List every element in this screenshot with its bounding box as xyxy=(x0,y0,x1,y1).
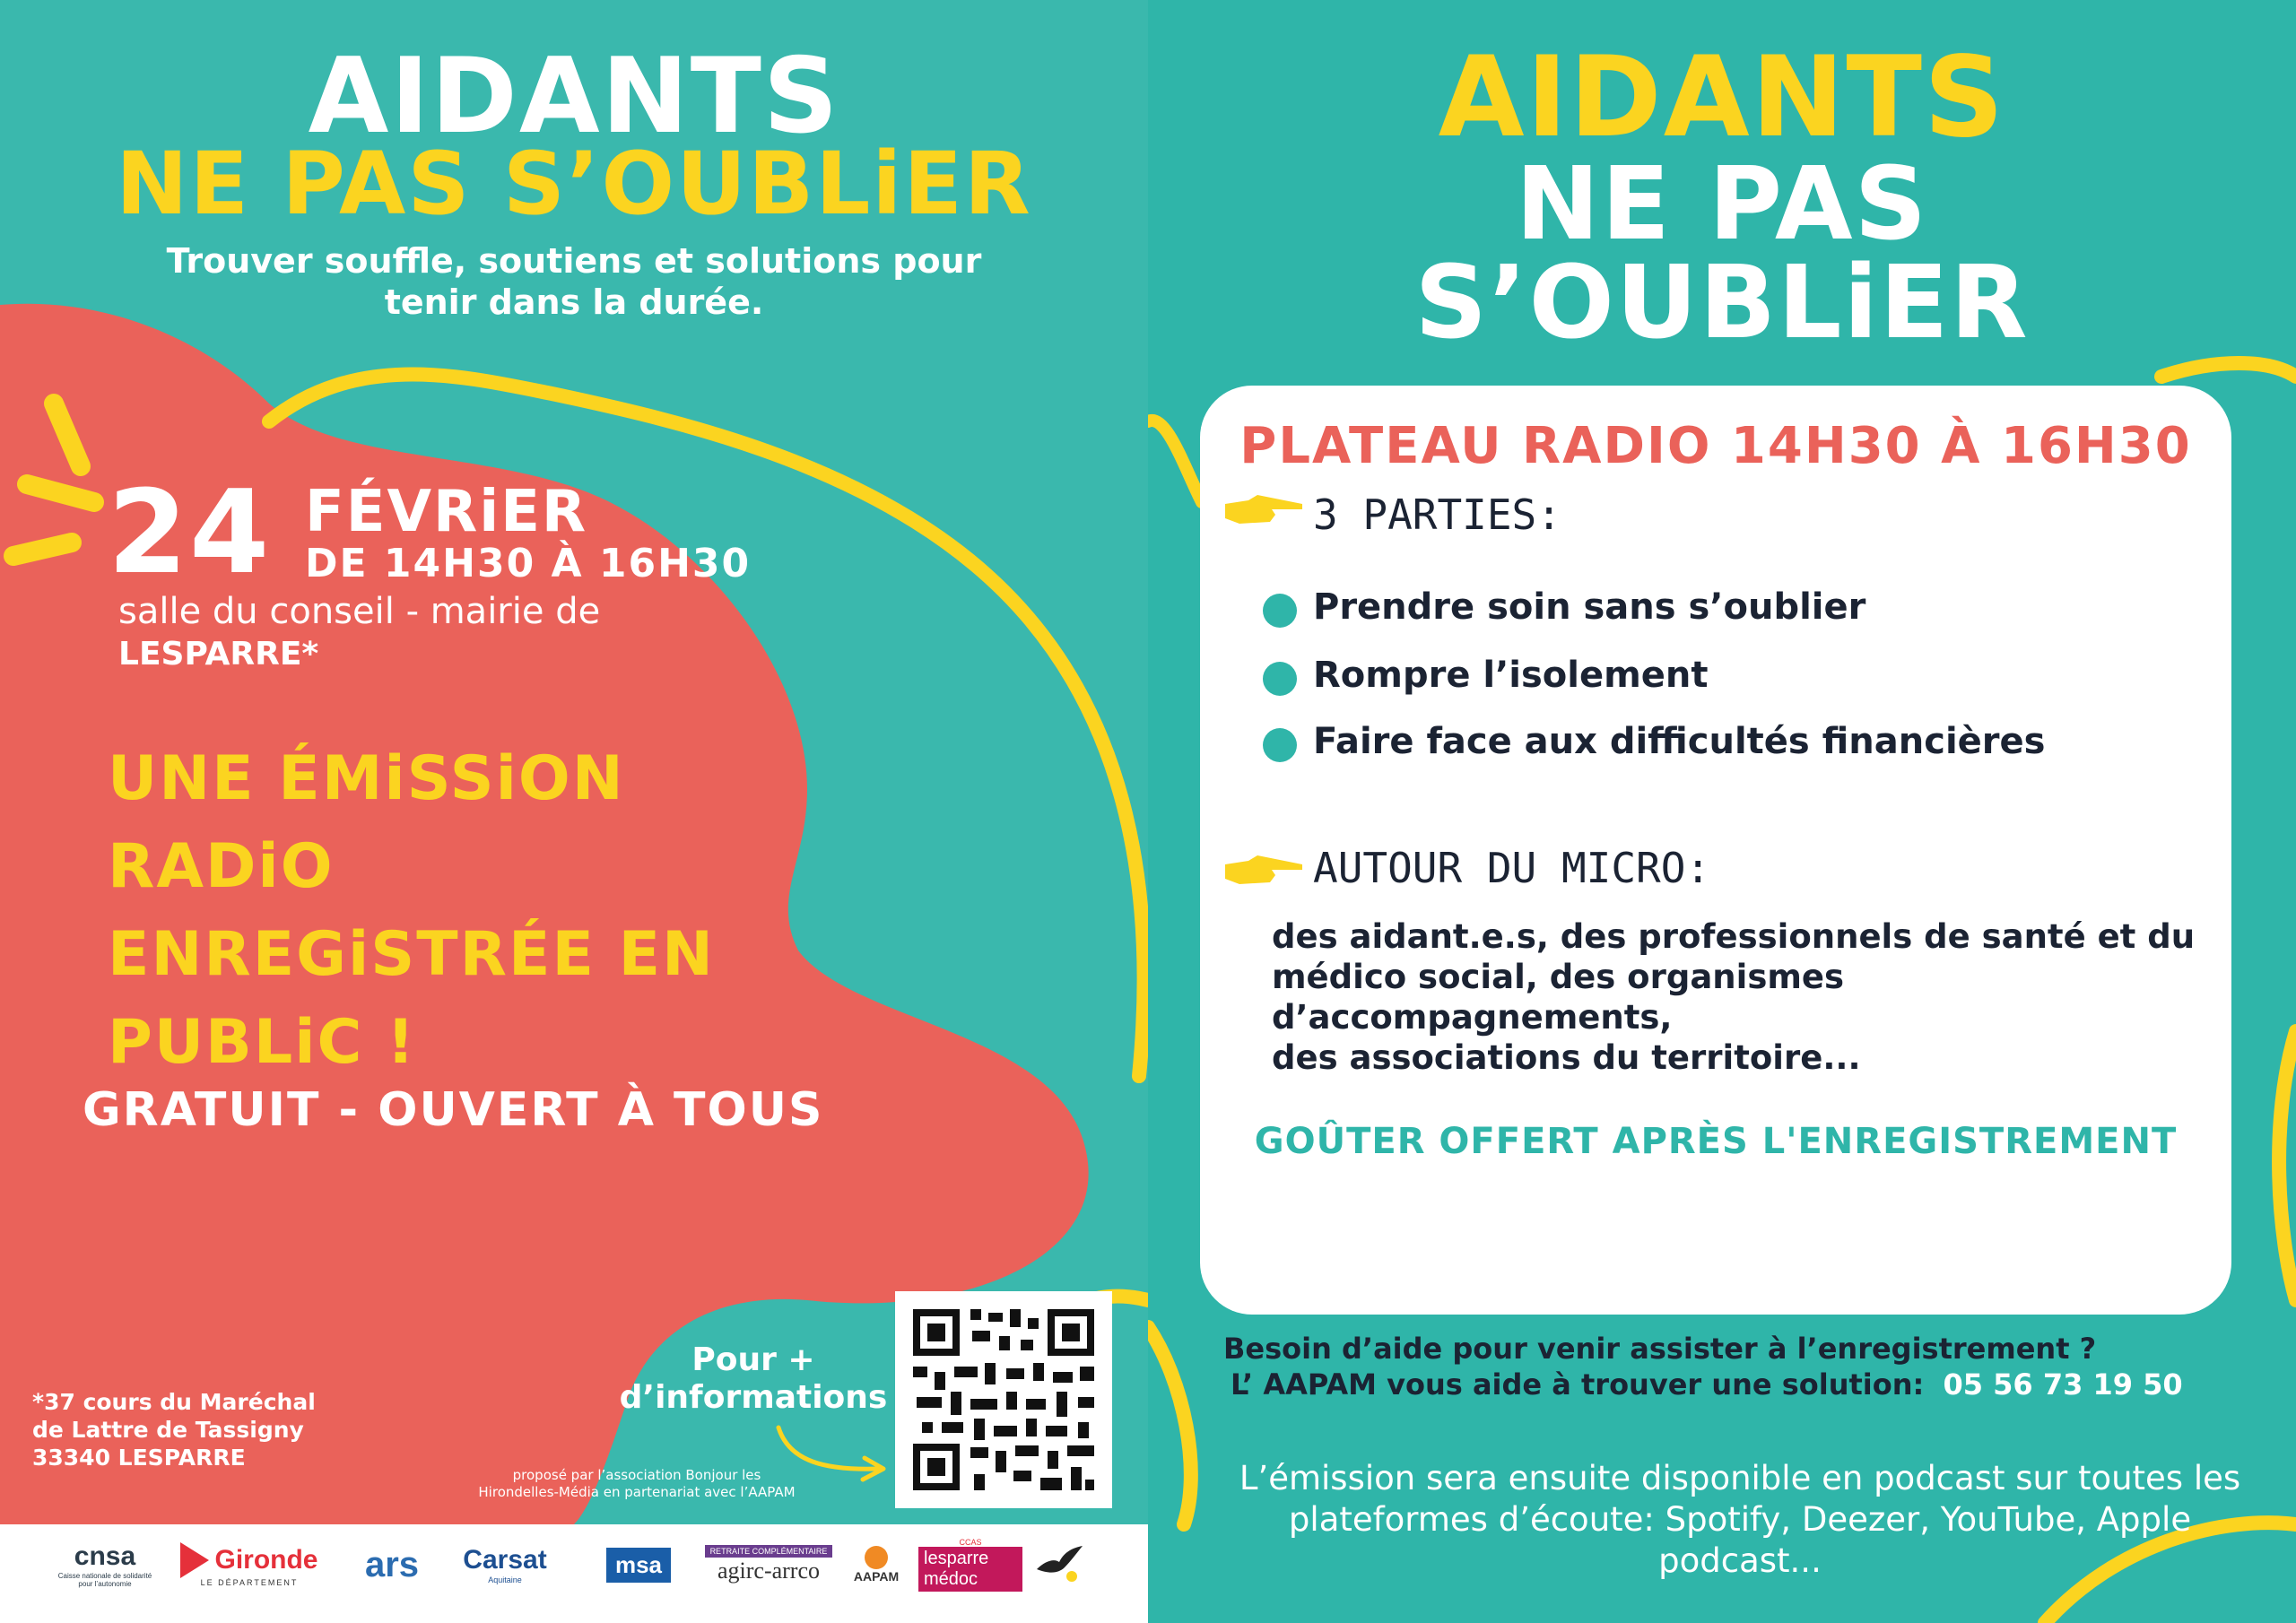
msa-logo xyxy=(596,1524,682,1605)
yellow-curve-bottom-left xyxy=(1148,1327,1191,1524)
bullet-dot-icon xyxy=(1263,594,1297,628)
date-day: 24 xyxy=(108,466,272,600)
ars-logo-text: ars xyxy=(364,1544,420,1584)
yellow-curve-top-right xyxy=(2161,363,2296,377)
micro-description xyxy=(1272,916,2231,1078)
micro-heading: AUTOUR DU MICRO: xyxy=(1313,844,1711,892)
ccas-lesparre-logo xyxy=(918,1524,1022,1605)
bullet-dot-icon xyxy=(1263,728,1297,762)
bullet-dot-icon xyxy=(1263,662,1297,696)
gironde-logo-text: Gironde xyxy=(214,1545,318,1575)
info-label xyxy=(619,1341,888,1417)
podcast-line: plateformes d’écoute: Spotify, Deezer, YouTube, Apple xyxy=(1288,1500,2192,1539)
qr-code-icon xyxy=(895,1291,1112,1508)
emission-line: PUBLiC ! xyxy=(108,1007,417,1078)
arrow-to-qr-icon xyxy=(778,1428,879,1469)
address-line: 33340 LESPARRE xyxy=(32,1445,246,1471)
phone-number[interactable]: 05 56 73 19 50 xyxy=(1943,1367,2183,1402)
podcast-line: L’émission sera ensuite disponible en podcast sur toutes les xyxy=(1239,1459,2241,1497)
left-title-line1: AIDANTS xyxy=(308,36,840,157)
ccas-logo-text: lesparre médoc xyxy=(918,1547,1022,1592)
address-line: de Lattre de Tassigny xyxy=(32,1417,304,1443)
agirc-arrco-logo-text: agirc-arrco xyxy=(717,1558,821,1584)
emission-line: RADiO xyxy=(108,831,335,902)
micro-line: médico social, des organismes d’accompagnements, xyxy=(1272,958,1845,1037)
info-line2: d’informations xyxy=(619,1379,888,1416)
gironde-logo xyxy=(169,1524,330,1605)
program-card xyxy=(1200,386,2231,1315)
propose-line2: Hirondelles-Média en partenariat avec l’AAPAM xyxy=(478,1484,796,1500)
propose-line1: proposé par l’association Bonjour les xyxy=(512,1467,761,1483)
agirc-arrco-logo-sub: RETRAITE COMPLÉMENTAIRE xyxy=(705,1545,833,1558)
carsat-logo-text: Carsat xyxy=(463,1545,547,1575)
agirc-arrco-logo xyxy=(698,1524,839,1605)
ars-logo xyxy=(352,1524,432,1605)
left-subtitle-line2: tenir dans la durée. xyxy=(384,282,764,322)
emission-line: UNE ÉMiSSiON xyxy=(108,743,625,814)
swallow-bird-icon xyxy=(1032,1542,1086,1587)
cnsa-logo-sub: Caisse nationale de solidarité pour l’autonomie xyxy=(57,1572,152,1588)
partie-item: Prendre soin sans s’oublier xyxy=(1313,586,1866,628)
right-title-line1: AIDANTS xyxy=(1438,33,2006,162)
gouter-label: GOÛTER OFFERT APRÈS L'ENREGISTREMENT xyxy=(1254,1121,2178,1162)
info-line1: Pour + xyxy=(691,1341,815,1378)
date-month: FÉVRiER xyxy=(305,479,588,545)
emission-line: ENREGiSTRÉE EN xyxy=(108,919,715,990)
partie-item: Rompre l’isolement xyxy=(1313,655,1709,696)
partie-item: Faire face aux difficultés financières xyxy=(1313,721,2046,762)
propose-text xyxy=(386,1467,888,1501)
besoin-block xyxy=(1223,1331,2255,1402)
micro-line: des aidant.e.s, des professionnels de santé et du xyxy=(1272,917,2196,956)
cnsa-logo-text: cnsa xyxy=(74,1541,136,1571)
pointing-hand-icon xyxy=(1222,852,1308,888)
aapam-sun-icon xyxy=(865,1546,888,1569)
aapam-logo xyxy=(843,1524,909,1605)
left-subtitle-line1: Trouver souffle, soutiens et solutions pour xyxy=(166,241,982,281)
date-time: DE 14H30 À 16H30 xyxy=(305,541,752,586)
gironde-arrow-icon xyxy=(180,1542,209,1578)
msa-logo-text: msa xyxy=(606,1548,671,1583)
gratuit-label: GRATUIT - OUVERT À TOUS xyxy=(83,1083,824,1137)
address-block xyxy=(32,1388,316,1471)
location-line1: salle du conseil - mairie de xyxy=(118,591,601,632)
yellow-curve-left xyxy=(1148,421,1202,502)
left-subtitle xyxy=(90,240,1058,323)
podcast-line: podcast... xyxy=(1658,1541,1822,1580)
location-line2: LESPARRE* xyxy=(118,636,319,673)
qr-code[interactable] xyxy=(895,1291,1112,1508)
podcast-block xyxy=(1202,1458,2278,1582)
carsat-logo-sub: Aquitaine xyxy=(488,1575,522,1584)
besoin-line1: Besoin d’aide pour venir assister à l’enregistrement ? xyxy=(1223,1332,2097,1366)
left-title-line2: NE PAS S’OUBLiER xyxy=(116,134,1032,234)
carsat-logo xyxy=(447,1524,563,1605)
micro-line: des associations du territoire... xyxy=(1272,1038,1861,1077)
ccas-logo-sub: CCAS xyxy=(959,1538,982,1547)
address-line: *37 cours du Maréchal xyxy=(32,1389,316,1415)
emission-block xyxy=(108,735,715,1087)
right-title-line2: NE PAS xyxy=(1515,146,1929,263)
yellow-curve-right xyxy=(2279,1031,2296,1300)
plateau-heading: PLATEAU RADIO 14H30 À 16H30 xyxy=(1239,417,2192,475)
parties-heading: 3 PARTIES: xyxy=(1313,490,1561,539)
bonjour-hirondelles-logo xyxy=(1028,1524,1091,1605)
gironde-logo-sub: LE DÉPARTEMENT xyxy=(200,1578,299,1587)
aapam-logo-text: AAPAM xyxy=(853,1569,900,1584)
right-title-line3: S’OUBLiER xyxy=(1414,245,2030,361)
besoin-line2: L’ AAPAM vous aide à trouver une solution: xyxy=(1231,1367,1925,1402)
event-location xyxy=(118,590,600,676)
cnsa-logo xyxy=(56,1524,154,1605)
pointing-hand-icon xyxy=(1222,491,1308,527)
